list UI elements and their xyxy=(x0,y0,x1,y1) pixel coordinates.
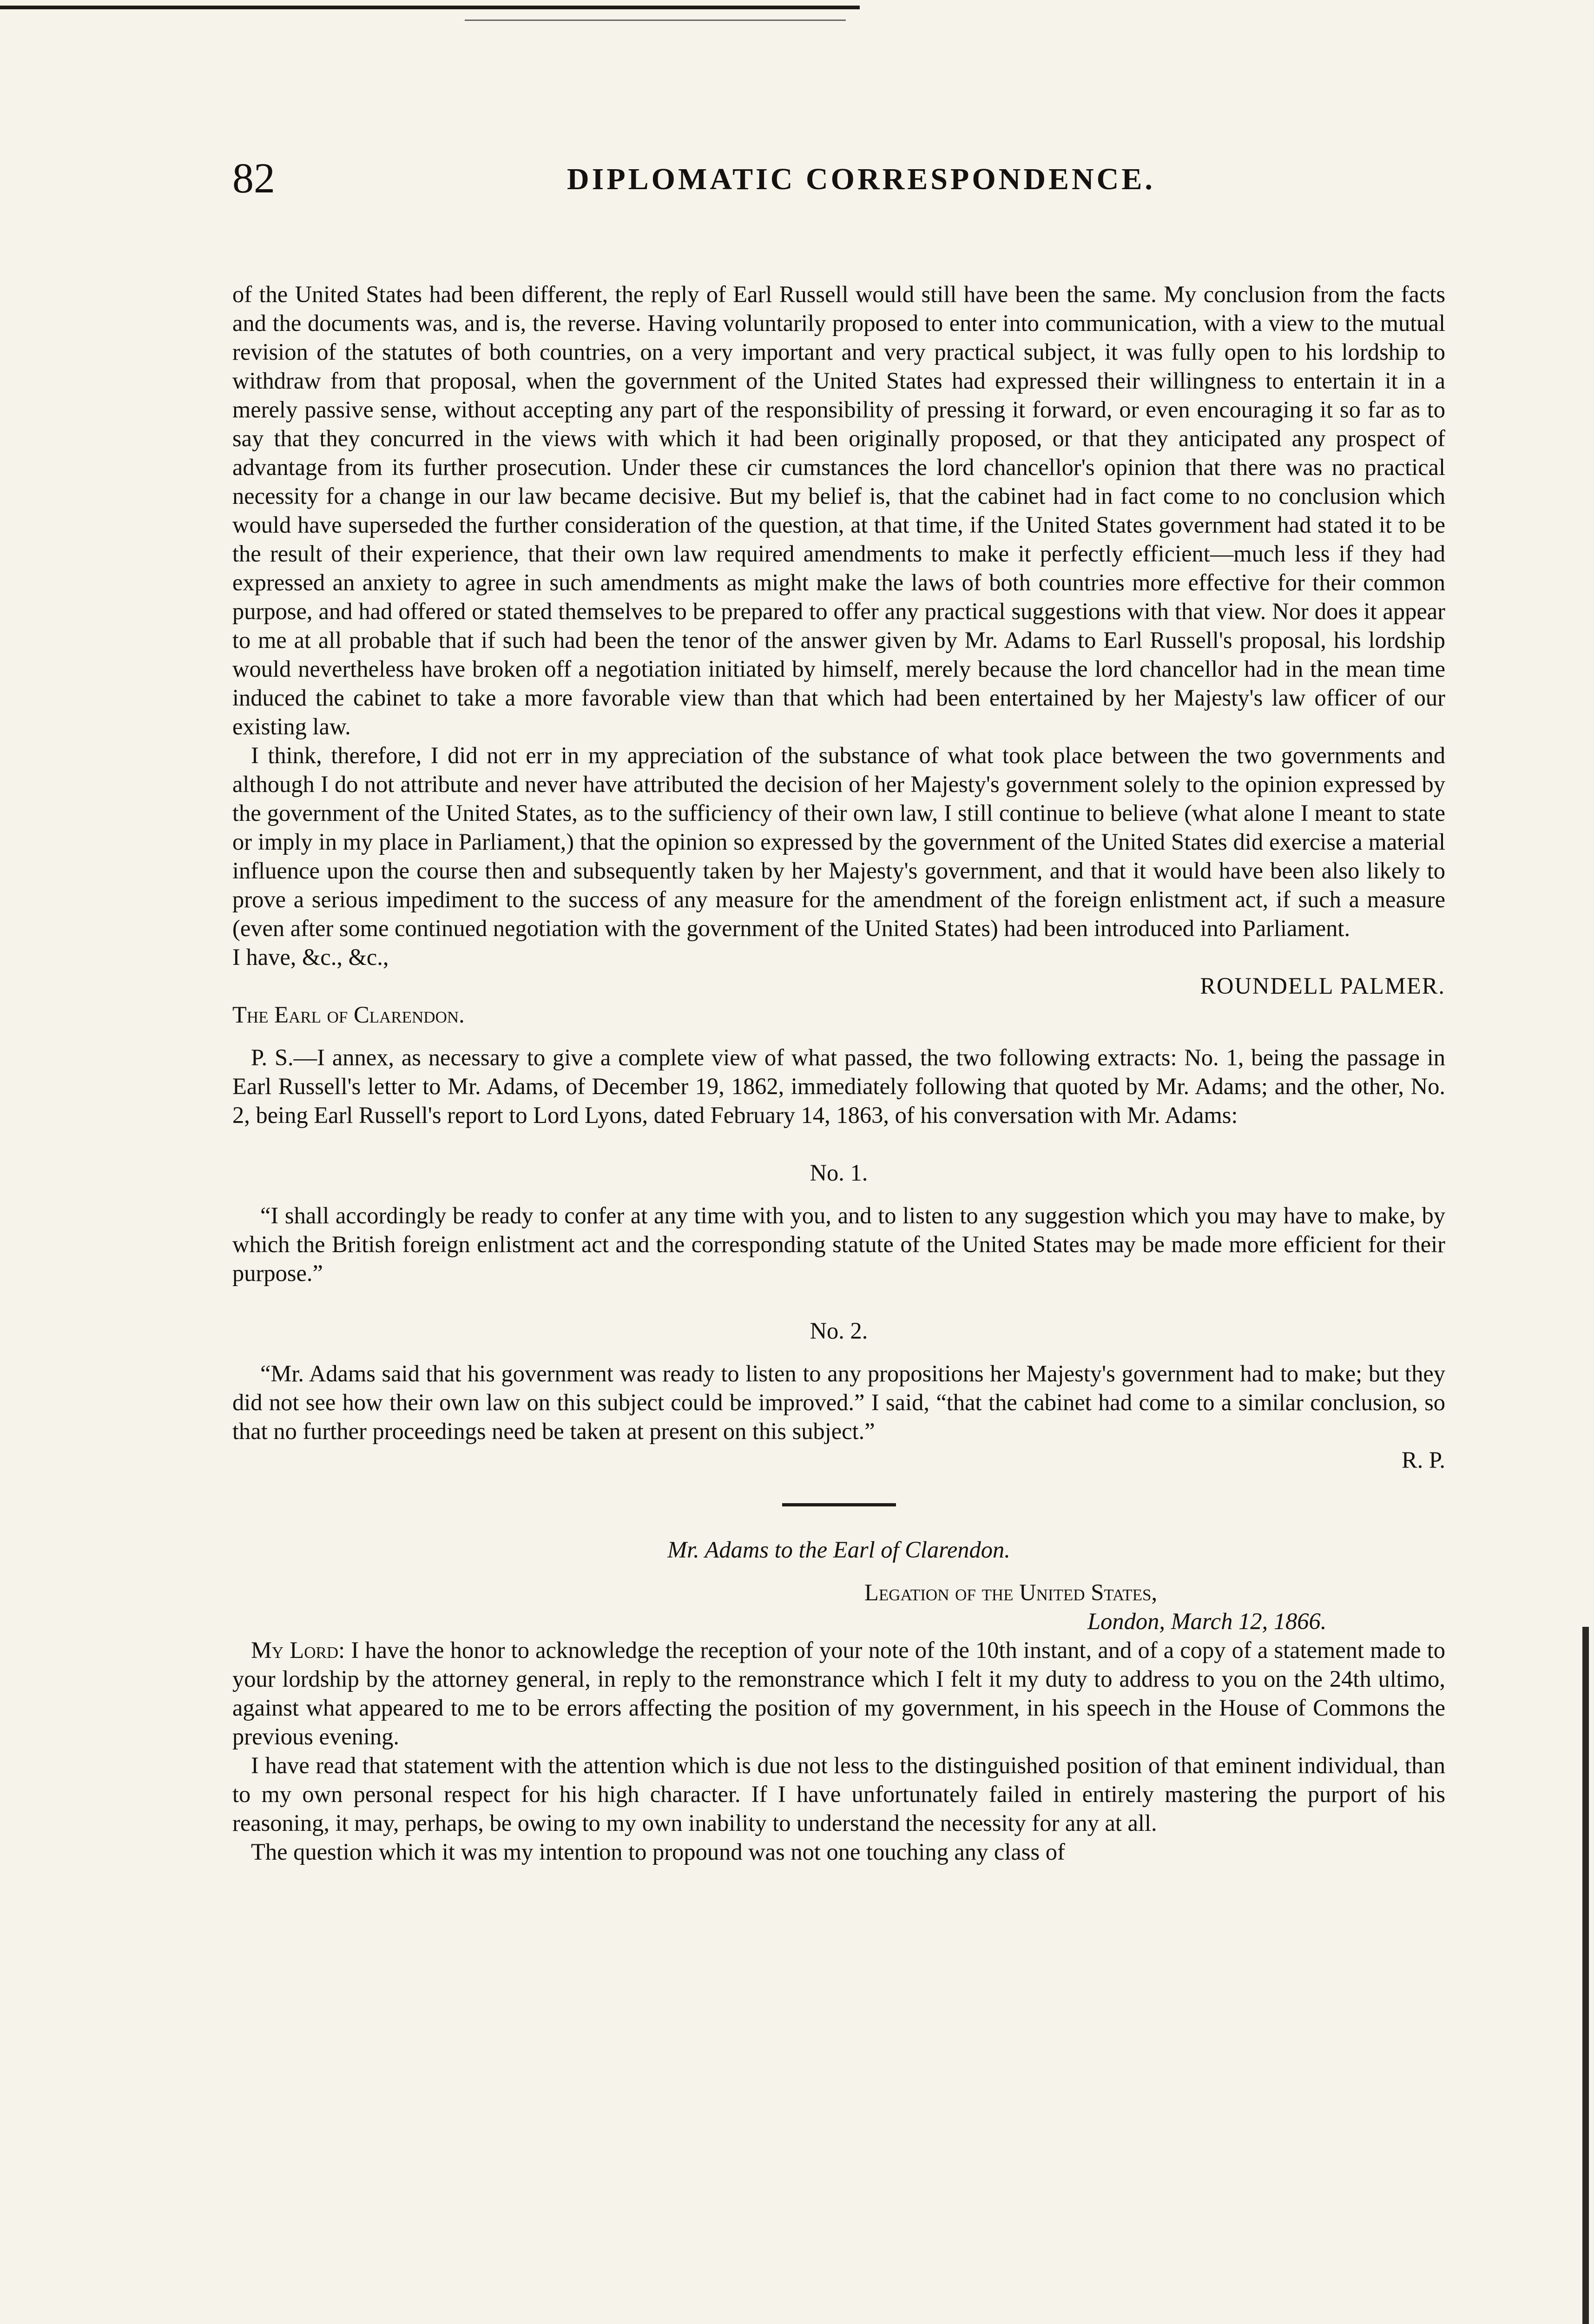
addressee: The Earl of Clarendon. xyxy=(232,1002,465,1028)
spacer xyxy=(232,1129,1445,1158)
extract-text: “Mr. Adams said that his government was ready to listen to any propositions her Majesty's government had to make; but they did not see how their own law on this subject could be improved.” I said, “that the cabinet had come to a similar conclusion, so that no further proceedings need be taken at present on this subject.” xyxy=(232,1360,1445,1444)
top-border-line-thin xyxy=(465,20,846,21)
signature: ROUNDELL PALMER. xyxy=(1200,973,1445,999)
initials: R. P. xyxy=(1401,1447,1445,1473)
extract-text: “I shall accordingly be ready to confer at any time with you, and to listen to any suggestion which you may have to make, by which the British foreign enlistment act and the corresponding statute of the United States may be made more efficient for their purpose.” xyxy=(232,1202,1445,1286)
paragraph: The question which it was my intention to propound was not one touching any class of xyxy=(251,1839,1065,1865)
spacer xyxy=(232,1345,1445,1359)
running-head: DIPLOMATIC CORRESPONDENCE. xyxy=(567,162,1155,196)
page-number: 82 xyxy=(232,154,275,202)
extract-heading: No. 1. xyxy=(810,1160,868,1186)
paragraph: I think, therefore, I did not err in my appreciation of the substance of what took place between the two governments and although I do not attribute and never have attributed the decision of her Majesty's government solely to the opinion expressed by the government of the United States, as to the sufficiency of their own law, I still continue to believe (what alone I meant to state or imply in my place in Parliament,) that the opinion so expressed by the government of the United States did exercise a material influence upon the course then and subsequently taken by her Majesty's government, and that it would have been also likely to prove a serious impediment to the success of any measure for the amendment of the foreign enlistment act, if such a measure (even after some continued negotiation with the government of the United States) had been introduced into Parliament. xyxy=(232,742,1445,941)
letter-date: London, March 12, 1866. xyxy=(1087,1608,1327,1634)
page-body xyxy=(232,280,1445,1866)
page-header xyxy=(232,153,1445,228)
extract-heading: No. 2. xyxy=(810,1318,868,1344)
spacer xyxy=(232,1187,1445,1201)
spacer xyxy=(232,1287,1445,1316)
page-edge-shadow xyxy=(1582,1627,1589,2324)
top-border-line xyxy=(0,6,860,9)
spacer xyxy=(232,1029,1445,1043)
spacer xyxy=(232,1474,1445,1503)
paragraph: of the United States had been different, the reply of Earl Russell would still have been the same. My conclusion from the facts and the documents was, and is, the reverse. Having voluntarily proposed to enter into communication, with a view to the mutual revision of the statutes of both countries, on a very important and very practical subject, it was fully open to his lordship to withdraw from that proposal, when the government of the United States had expressed their willingness to entertain it in a merely passive sense, without accepting any part of the responsibility of pressing it forward, or even encouraging it so far as to say that they concurred in the views with which it had been originally proposed, or that they anticipated any prospect of advantage from its further prosecution. Under these cir cumstances the lord chancellor's opinion that there was no practical necessity for a change in our law became decisive. But my belief is, that the cabinet had in fact come to no conclusion which would have superseded the further consideration of the question, at that time, if the United States government had stated it to be the result of their experience, that their own law required amendments to make it perfectly efficient—much less if they had expressed an anxiety to agree in such amendments as might make the laws of both countries more effective for their common purpose, and had offered or stated themselves to be prepared to offer any practical suggestions with that view. Nor does it appear to me at all probable that if such had been the tenor of the answer given by Mr. Adams to Earl Russell's proposal, his lordship would nevertheless have broken off a negotiation initiated by himself, merely because the lord chancellor had in the mean time induced the cabinet to take a more favorable view than that which had been entertained by her Majesty's law officer of our existing law. xyxy=(232,281,1445,739)
closing: I have, &c., &c., xyxy=(232,944,389,970)
postscript: P. S.—I annex, as necessary to give a complete view of what passed, the two following extracts: No. 1, being the passage in Earl Russell's letter to Mr. Adams, of December 19, 1862, immediately following that quoted by Mr. Adams; and the other, No. 2, being Earl Russell's report to Lord Lyons, dated February 14, 1863, of his conversation with Mr. Adams: xyxy=(232,1044,1445,1128)
letter-title: Mr. Adams to the Earl of Clarendon. xyxy=(667,1537,1010,1563)
section-divider xyxy=(782,1503,896,1506)
paragraph: I have the honor to acknowledge the reception of your note of the 10th instant, and of a copy of a statement made to your lordship by the attorney general, in reply to the remonstrance which I felt it my duty to address to you on the 24th ultimo, against what appeared to me to be errors affecting the position of my government, in his speech in the House of Commons the previous evening. xyxy=(232,1637,1446,1750)
spacer xyxy=(232,1506,1445,1535)
spacer xyxy=(232,1564,1445,1578)
paragraph: I have read that statement with the attention which is due not less to the distinguished position of that eminent individual, than to my own personal respect for his high character. If I have unfortunately failed in entirely mastering the purport of his reasoning, it may, perhaps, be owing to my own inability to understand the necessity for any at all. xyxy=(232,1752,1445,1836)
salutation: My Lord: xyxy=(251,1637,345,1663)
letter-place: Legation of the United States, xyxy=(864,1579,1158,1605)
